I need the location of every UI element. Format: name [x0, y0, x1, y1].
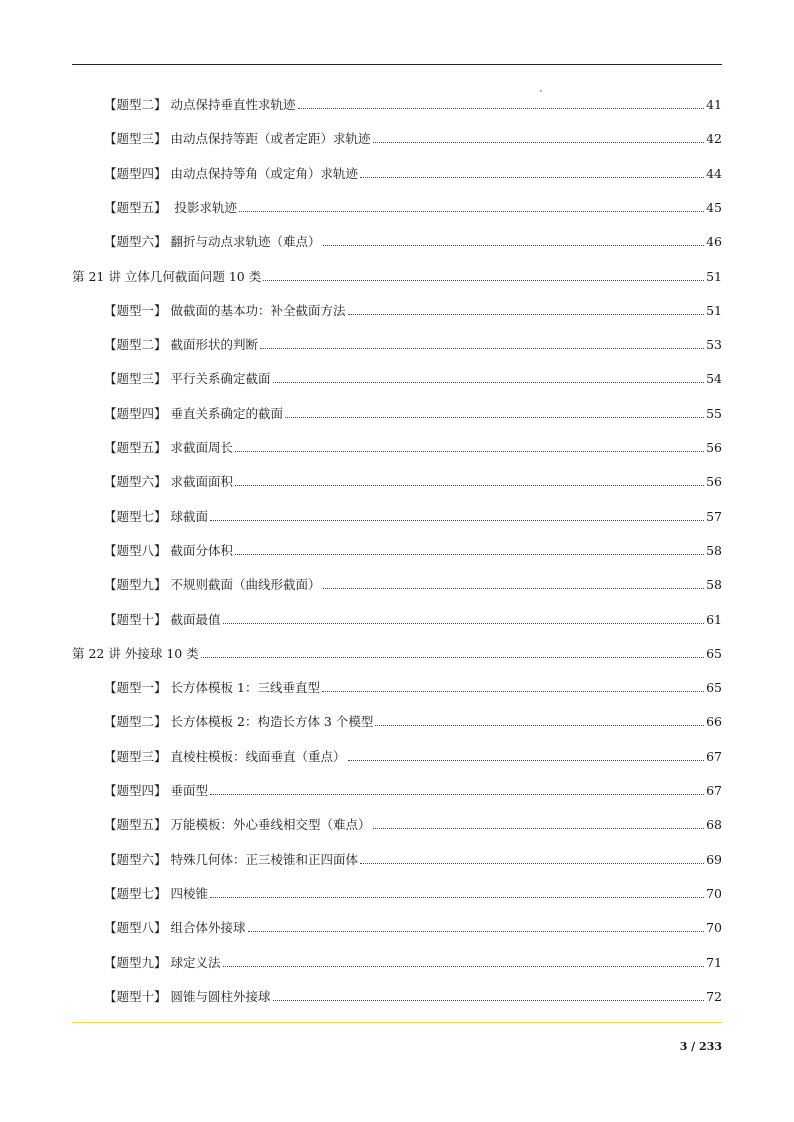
dot-leader: [348, 747, 705, 767]
question-type-tag: 【题型三】: [104, 748, 167, 764]
footer-rule: [72, 1022, 722, 1023]
toc-entry-label: [104, 507, 208, 527]
toc-entry-title: 由动点保持等距（或者定距）求轨迹: [170, 131, 371, 147]
scan-speck: [540, 90, 542, 92]
toc-page-number: 72: [706, 988, 722, 1004]
toc-page-number: 56: [706, 474, 722, 490]
toc-subentry[interactable]: [104, 472, 722, 492]
question-type-tag: 【题型二】: [104, 714, 167, 730]
header-rule: [72, 64, 722, 65]
toc-subentry[interactable]: [104, 987, 722, 1007]
toc-entry-title: 球截面: [170, 508, 209, 524]
toc-page-number: 69: [706, 851, 722, 867]
toc-page-number: 67: [706, 783, 722, 798]
toc-entry-label: [104, 918, 246, 938]
question-type-tag: 【题型三】: [104, 131, 167, 147]
dot-leader: [201, 644, 704, 664]
question-type-tag: 【题型九】: [104, 954, 167, 970]
dot-leader: [239, 198, 704, 218]
toc-page-number: 56: [706, 440, 722, 455]
toc-entry-title: 外接球 10 类: [124, 645, 199, 661]
toc-subentry[interactable]: [104, 95, 722, 115]
question-type-tag: 【题型八】: [104, 542, 167, 558]
toc-subentry[interactable]: [104, 575, 722, 595]
toc-entry-title: 截面分体积: [170, 542, 234, 558]
toc-lecture-entry[interactable]: [72, 267, 722, 287]
question-type-tag: 【题型六】: [104, 234, 167, 250]
toc-subentry[interactable]: [104, 335, 722, 355]
toc-page-number: 68: [706, 817, 722, 833]
toc-page-number: 71: [706, 954, 722, 970]
toc-entry-label: [104, 712, 373, 732]
toc-page-number: 46: [706, 234, 722, 250]
toc-subentry[interactable]: [104, 918, 722, 938]
toc-entry-title: 四棱锥: [170, 885, 209, 901]
dot-leader: [323, 232, 705, 252]
toc-subentry[interactable]: [104, 953, 722, 973]
toc-subentry[interactable]: [104, 198, 722, 218]
lecture-number: 第 22 讲: [72, 645, 121, 661]
toc-entry-label: [104, 95, 296, 115]
toc-page-number: 70: [706, 920, 722, 936]
question-type-tag: 【题型七】: [104, 885, 167, 901]
dot-leader: [373, 129, 705, 149]
toc-entry-label: [104, 884, 208, 904]
toc-subentry[interactable]: [104, 884, 722, 904]
toc-subentry[interactable]: [104, 747, 722, 767]
question-type-tag: 【题型五】: [104, 199, 167, 215]
toc-entry-label: [104, 815, 371, 835]
dot-leader: [375, 712, 704, 732]
toc-entry-label: [104, 472, 233, 492]
toc-entry-title: 组合体外接球: [170, 920, 246, 936]
toc-entry-label: [104, 747, 346, 767]
toc-entry-label: [104, 369, 271, 389]
toc-entry-title: 求截面面积: [170, 474, 234, 490]
toc-entry-label: [104, 232, 321, 252]
toc-subentry[interactable]: [104, 850, 722, 870]
question-type-tag: 【题型五】: [104, 817, 167, 833]
question-type-tag: 【题型八】: [104, 920, 167, 936]
toc-page-number: 65: [706, 680, 722, 696]
question-type-tag: 【题型一】: [104, 302, 167, 318]
toc-subentry[interactable]: [104, 507, 722, 527]
toc-entry-title: 垂面型: [170, 783, 209, 798]
toc-entry-title: 球定义法: [170, 954, 221, 970]
toc-entry-label: [104, 129, 371, 149]
toc-entry-title: 长方体模板 1：三线垂直型: [170, 680, 320, 696]
toc-lecture-entry[interactable]: [72, 644, 722, 664]
dot-leader: [360, 164, 704, 184]
toc-entry-title: 翻折与动点求轨迹（难点）: [170, 234, 321, 250]
toc-entry-label: [72, 644, 199, 664]
toc-page-number: 53: [706, 337, 722, 353]
toc-subentry[interactable]: [104, 610, 722, 630]
toc-page-number: 42: [706, 131, 722, 147]
toc-entry-label: [104, 335, 258, 355]
toc-subentry[interactable]: [104, 438, 722, 458]
toc-entry-title: 立体几何截面问题 10 类: [124, 268, 262, 284]
toc-page-number: 66: [706, 714, 722, 730]
toc-page-number: 70: [706, 885, 722, 901]
toc-entry-title: 求截面周长: [170, 440, 234, 455]
toc-entry-title: 截面最值: [170, 611, 221, 627]
toc-subentry[interactable]: [104, 129, 722, 149]
dot-leader: [273, 987, 705, 1007]
toc-entry-label: [104, 850, 358, 870]
toc-page-number: 44: [706, 165, 722, 181]
toc-subentry[interactable]: [104, 815, 722, 835]
toc-entry-title: 投影求轨迹: [170, 199, 237, 215]
toc-subentry[interactable]: [104, 369, 722, 389]
dot-leader: [223, 953, 705, 973]
dot-leader: [210, 781, 704, 801]
toc-page-number: 58: [706, 542, 722, 558]
toc-subentry[interactable]: [104, 301, 722, 321]
toc-entry-label: [104, 678, 320, 698]
toc-subentry[interactable]: [104, 164, 722, 184]
toc-page-number: 54: [706, 371, 722, 387]
question-type-tag: 【题型二】: [104, 97, 167, 112]
toc-page-number: 51: [706, 268, 722, 284]
toc-entry-title: 截面形状的判断: [170, 337, 259, 353]
toc-entry-label: [104, 987, 271, 1007]
dot-leader: [248, 918, 705, 938]
question-type-tag: 【题型七】: [104, 508, 167, 524]
dot-leader: [235, 472, 704, 492]
question-type-tag: 【题型四】: [104, 165, 167, 181]
page-number: 3 / 233: [679, 1040, 722, 1053]
toc-subentry[interactable]: [104, 404, 722, 424]
toc-entry-label: [104, 781, 208, 801]
question-type-tag: 【题型六】: [104, 474, 167, 490]
dot-leader: [298, 95, 705, 115]
toc-entry-title: 做截面的基本功：补全截面方法: [170, 302, 346, 318]
toc-subentry[interactable]: [104, 781, 722, 801]
question-type-tag: 【题型三】: [104, 371, 167, 387]
toc-entry-title: 平行关系确定截面: [170, 371, 271, 387]
toc-page-number: 67: [706, 748, 722, 764]
toc-entry-title: 圆锥与圆柱外接球: [170, 988, 271, 1004]
toc-page-number: 61: [706, 611, 722, 627]
toc-page-number: 57: [706, 508, 722, 524]
toc-entry-label: [104, 610, 221, 630]
question-type-tag: 【题型十】: [104, 988, 167, 1004]
dot-leader: [360, 850, 704, 870]
dot-leader: [235, 541, 704, 561]
toc-subentry[interactable]: [104, 541, 722, 561]
toc-entry-label: [104, 404, 283, 424]
dot-leader: [210, 507, 704, 527]
toc-entry-title: 不规则截面（曲线形截面）: [170, 577, 321, 593]
question-type-tag: 【题型四】: [104, 405, 167, 421]
toc-entry-label: [104, 953, 221, 973]
toc-page-number: 65: [706, 645, 722, 661]
dot-leader: [210, 884, 704, 904]
toc-entry-label: [104, 575, 321, 595]
question-type-tag: 【题型四】: [104, 783, 167, 798]
toc-entry-label: [72, 267, 261, 287]
toc-entry-label: [104, 438, 233, 458]
question-type-tag: 【题型五】: [104, 440, 167, 455]
dot-leader: [373, 815, 705, 835]
toc-page-number: 41: [706, 97, 722, 112]
toc-subentry[interactable]: [104, 712, 722, 732]
dot-leader: [348, 301, 705, 321]
question-type-tag: 【题型九】: [104, 577, 167, 593]
question-type-tag: 【题型六】: [104, 851, 167, 867]
question-type-tag: 【题型十】: [104, 611, 167, 627]
dot-leader: [322, 678, 704, 698]
toc-page-number: 51: [706, 302, 722, 318]
toc-entry-label: [104, 541, 233, 561]
toc-entry-title: 直棱柱模板：线面垂直（重点）: [170, 748, 346, 764]
toc-page-number: 58: [706, 577, 722, 593]
dot-leader: [263, 267, 704, 287]
question-type-tag: 【题型一】: [104, 680, 167, 696]
toc-entry-label: [104, 198, 237, 218]
dot-leader: [235, 438, 704, 458]
toc-entry-title: 长方体模板 2：构造长方体 3 个模型: [170, 714, 374, 730]
dot-leader: [223, 610, 705, 630]
dot-leader: [273, 369, 705, 389]
toc-entry-title: 特殊几何体：正三棱锥和正四面体: [170, 851, 359, 867]
dot-leader: [260, 335, 704, 355]
toc-entry-title: 动点保持垂直性求轨迹: [170, 97, 296, 112]
dot-leader: [285, 404, 704, 424]
toc-entry-label: [104, 301, 346, 321]
toc-page-number: 45: [706, 199, 722, 215]
toc-entry-title: 垂直关系确定的截面: [170, 405, 284, 421]
toc-page-number: 55: [706, 405, 722, 421]
dot-leader: [323, 575, 705, 595]
toc-entry-label: [104, 164, 358, 184]
toc-entry-title: 万能模板：外心垂线相交型（难点）: [170, 817, 371, 833]
toc-entry-title: 由动点保持等角（或定角）求轨迹: [170, 165, 359, 181]
lecture-number: 第 21 讲: [72, 268, 121, 284]
toc-subentry[interactable]: [104, 232, 722, 252]
question-type-tag: 【题型二】: [104, 337, 167, 353]
toc-subentry[interactable]: [104, 678, 722, 698]
